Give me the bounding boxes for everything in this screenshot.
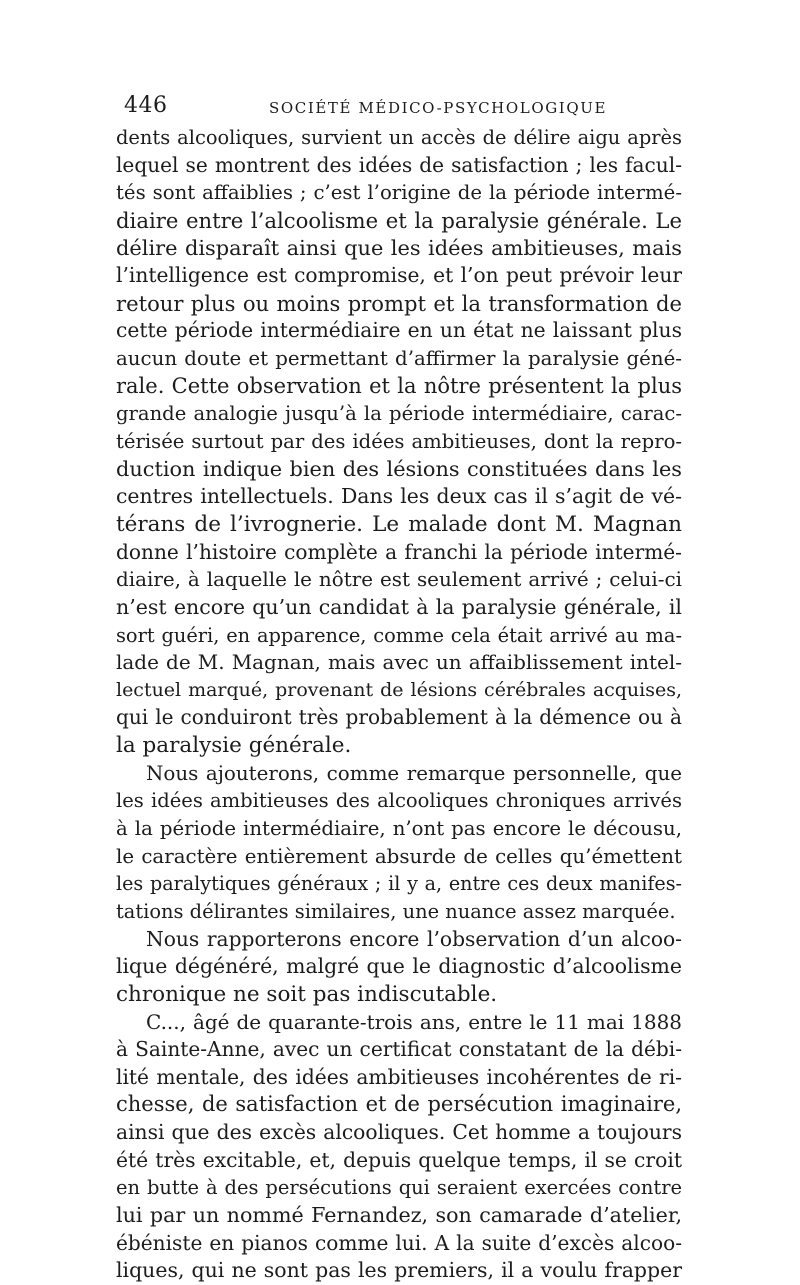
text-line: l’intelligence est compromise, et l’on peut prévoir leur — [116, 263, 682, 288]
text-line: sort guéri, en apparence, comme cela était arrivé au ma- — [116, 623, 682, 647]
text-line: Nous rapporterons encore l’observation d’un alcoo- — [146, 926, 682, 951]
text-line: dents alcooliques, survient un accès de délire aigu après — [116, 126, 682, 149]
text-line: chesse, de satisfaction et de persécution imaginaire, — [116, 1092, 682, 1117]
text-line: n’est encore qu’un candidat à la paralysie générale, il — [116, 594, 682, 619]
text-line: grande analogie jusqu’à la période intermédiaire, carac- — [116, 402, 682, 426]
text-line: térisée surtout par des idées ambitieuses, dont la repro- — [116, 430, 682, 454]
page-header — [124, 90, 680, 122]
text-line: tations délirantes similaires, une nuance assez marquée. — [116, 899, 676, 923]
text-line: lectuel marqué, provenant de lésions cérébrales acquises, — [116, 678, 682, 701]
text-line: tés sont affaiblies ; c’est l’origine de la période intermé- — [116, 181, 682, 205]
text-line: délire disparaît ainsi que les idées ambitieuses, mais — [116, 235, 682, 260]
text-line: à Sainte-Anne, avec un certificat constatant de la débi- — [116, 1037, 682, 1062]
text-line: C..., âgé de quarante-trois ans, entre le 11 mai 1888 — [146, 1009, 682, 1034]
text-line: les idées ambitieuses des alcooliques chroniques arrivés — [116, 789, 682, 813]
text-line: à la période intermédiaire, n’ont pas encore le décousu, — [116, 817, 682, 841]
text-line: les paralytiques généraux ; il y a, entre ces deux manifes- — [116, 872, 682, 896]
text-line: lui par un nommé Fernandez, son camarade d’atelier, — [116, 1202, 682, 1227]
text-line: le caractère entièrement absurde de celles qu’émettent — [116, 844, 682, 868]
text-line: aucun doute et permettant d’affirmer la paralysie géné- — [116, 347, 682, 371]
text-line: centres intellectuels. Dans les deux cas il s’agit de vé- — [116, 484, 682, 509]
text-line: été très excitable, et, depuis quelque temps, il se croit — [116, 1147, 682, 1172]
text-line: duction indique bien des lésions constituées dans les — [116, 456, 682, 481]
running-head: SOCIÉTÉ MÉDICO-PSYCHOLOGIQUE — [269, 99, 608, 117]
text-line: térans de l’ivrognerie. Le malade dont M. Magnan — [116, 511, 682, 537]
text-line: cette période intermédiaire en un état ne laissant plus — [116, 318, 682, 343]
text-line: ébéniste en pianos comme lui. A la suite d’excès alcoo- — [116, 1230, 682, 1255]
text-line: chronique ne soit pas indiscutable. — [116, 981, 498, 1007]
text-line: en butte à des persécutions qui seraient exercées contre — [116, 1176, 682, 1200]
text-line: rale. Cette observation et la nôtre présentent la plus — [116, 373, 682, 398]
text-line: retour plus ou moins prompt et la transformation de — [116, 290, 682, 316]
text-line: diaire entre l’alcoolisme et la paralysie générale. Le — [116, 207, 682, 233]
text-line: lequel se montrent des idées de satisfaction ; les facul- — [116, 152, 682, 177]
text-line: lade de M. Magnan, mais avec un affaiblissement intel- — [116, 650, 682, 675]
text-line: qui le conduiront très probablement à la démence ou à — [116, 705, 682, 730]
body-text — [116, 124, 682, 1285]
text-line: ainsi que des excès alcooliques. Cet homme a toujours — [116, 1120, 682, 1145]
page-number: 446 — [124, 93, 168, 118]
text-line: lité mentale, des idées ambitieuses incohérentes de ri- — [116, 1064, 682, 1089]
text-line: donne l’histoire complète a franchi la période intermé- — [116, 539, 682, 564]
text-line: Nous ajouterons, comme remarque personnelle, que — [146, 761, 682, 785]
text-line: la paralysie générale. — [116, 733, 352, 759]
text-line: liques, qui ne sont pas les premiers, il a voulu frapper — [116, 1258, 682, 1283]
text-line: diaire, à laquelle le nôtre est seulement arrivé ; celui-ci — [116, 568, 682, 592]
text-line: lique dégénéré, malgré que le diagnostic d’alcoolisme — [116, 954, 682, 979]
